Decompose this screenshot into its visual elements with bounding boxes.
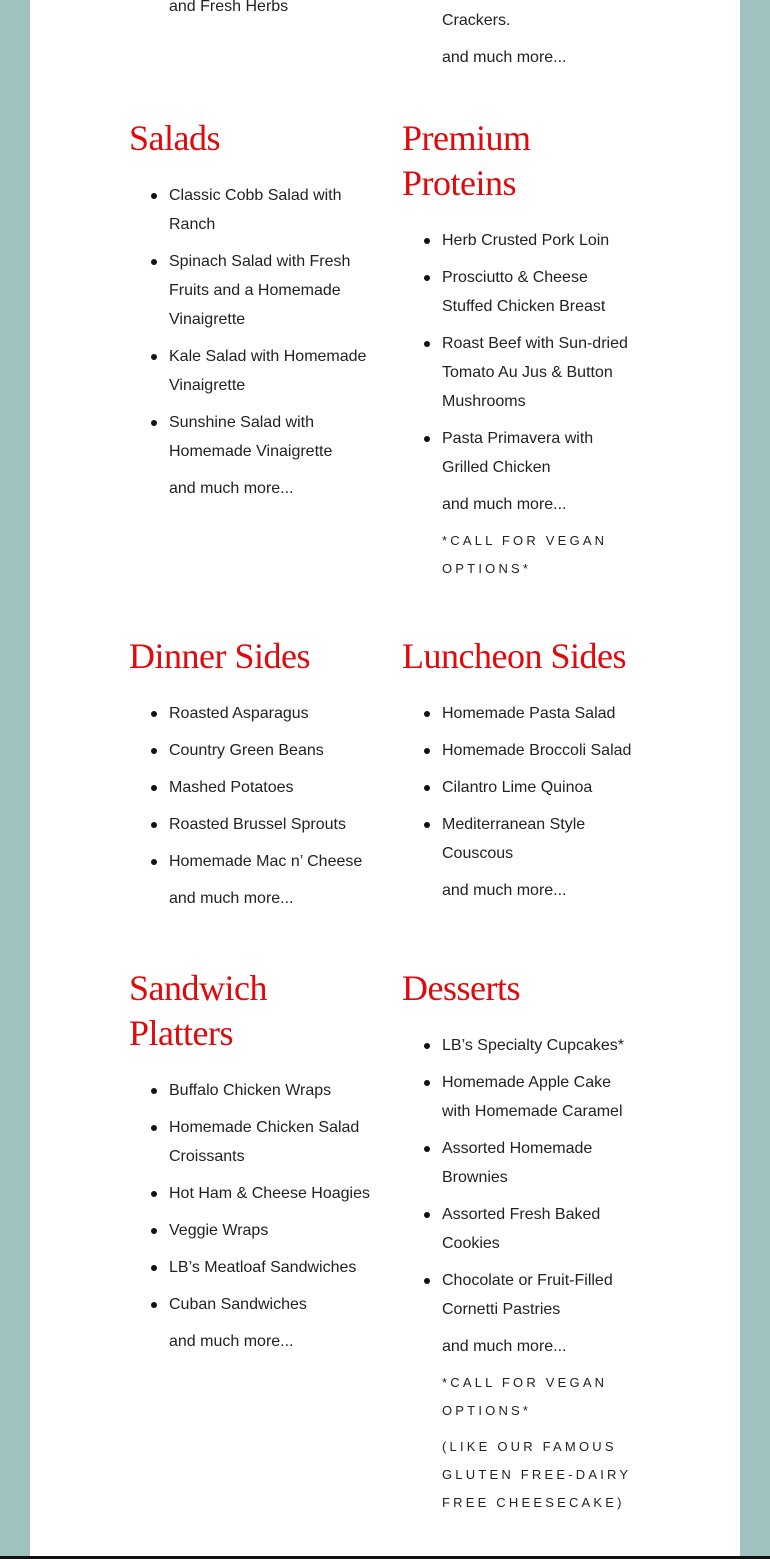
list-item-text: Crackers. <box>442 12 511 29</box>
item-list <box>402 1031 632 1324</box>
list-item: Prosciutto & Cheese Stuffed Chicken Breast <box>402 263 632 321</box>
sandwich-platters-section <box>129 966 379 1356</box>
list-item: LB’s Specialty Cupcakes* <box>402 1031 632 1060</box>
list-item: Cilantro Lime Quinoa <box>402 773 642 802</box>
menu-panel <box>30 0 740 1556</box>
section-title: Sandwich Platters <box>129 968 267 1053</box>
luncheon-sides-section <box>402 634 642 905</box>
list-item: Herb Crusted Pork Loin <box>402 226 632 255</box>
list-item: Country Green Beans <box>129 736 379 765</box>
item-list <box>129 699 379 876</box>
item-list <box>402 226 632 482</box>
prev-left-tail <box>129 0 379 21</box>
list-item: Pasta Primavera with Grilled Chicken <box>402 424 632 482</box>
item-list <box>402 699 642 868</box>
list-item: Veggie Wraps <box>129 1216 379 1245</box>
item-list <box>129 1076 379 1319</box>
list-item-text: and Fresh Herbs <box>169 0 289 15</box>
prev-right-tail <box>402 6 642 72</box>
more-text: and much more... <box>169 480 294 497</box>
list-item: Homemade Chicken Salad Croissants <box>129 1113 379 1171</box>
more-text: and much more... <box>442 882 567 899</box>
list-item: Cuban Sandwiches <box>129 1290 379 1319</box>
list-item: Roast Beef with Sun-dried Tomato Au Jus & Button Mushrooms <box>402 329 632 416</box>
vegan-note: *CALL FOR VEGAN OPTIONS* <box>442 1375 608 1418</box>
desserts-section <box>402 966 632 1517</box>
list-item: Assorted Homemade Brownies <box>402 1134 632 1192</box>
section-title: Dinner Sides <box>129 636 310 676</box>
list-item: LB’s Meatloaf Sandwiches <box>129 1253 379 1282</box>
list-item: Buffalo Chicken Wraps <box>129 1076 379 1105</box>
list-item: Mediterranean Style Couscous <box>402 810 617 868</box>
section-title: Desserts <box>402 968 520 1008</box>
vegan-note: *CALL FOR VEGAN OPTIONS* <box>442 533 608 576</box>
list-item: Homemade Mac n’ Cheese <box>129 847 379 876</box>
more-text: and much more... <box>442 496 567 513</box>
more-text: and much more... <box>442 1338 567 1355</box>
proteins-section <box>402 116 632 583</box>
more-text: and much more... <box>169 890 294 907</box>
section-title: Luncheon Sides <box>402 636 626 676</box>
item-list <box>129 181 379 466</box>
list-item: Homemade Broccoli Salad <box>402 736 642 765</box>
section-title: Salads <box>129 118 220 158</box>
list-item: Sunshine Salad with Homemade Vinaigrette <box>129 408 379 466</box>
list-item: Roasted Asparagus <box>129 699 379 728</box>
list-item: Roasted Brussel Sprouts <box>129 810 379 839</box>
list-item: Chocolate or Fruit-Filled Cornetti Pastries <box>402 1266 632 1324</box>
list-item: Classic Cobb Salad with Ranch <box>129 181 379 239</box>
list-item: Mashed Potatoes <box>129 773 379 802</box>
list-item: Hot Ham & Cheese Hoagies <box>129 1179 379 1208</box>
list-item: Homemade Apple Cake with Homemade Caramel <box>402 1068 632 1126</box>
section-title: Premium Proteins <box>402 118 531 203</box>
salads-section <box>129 116 379 503</box>
more-text: and much more... <box>442 49 567 66</box>
dinner-sides-section <box>129 634 379 913</box>
list-item: Spinach Salad with Fresh Fruits and a Homemade Vinaigrette <box>129 247 379 334</box>
cheesecake-note: (LIKE OUR FAMOUS GLUTEN FREE-DAIRY FREE CHEESECAKE) <box>442 1439 632 1510</box>
list-item: Homemade Pasta Salad <box>402 699 642 728</box>
list-item: Kale Salad with Homemade Vinaigrette <box>129 342 379 400</box>
more-text: and much more... <box>169 1333 294 1350</box>
list-item: Assorted Fresh Baked Cookies <box>402 1200 632 1258</box>
